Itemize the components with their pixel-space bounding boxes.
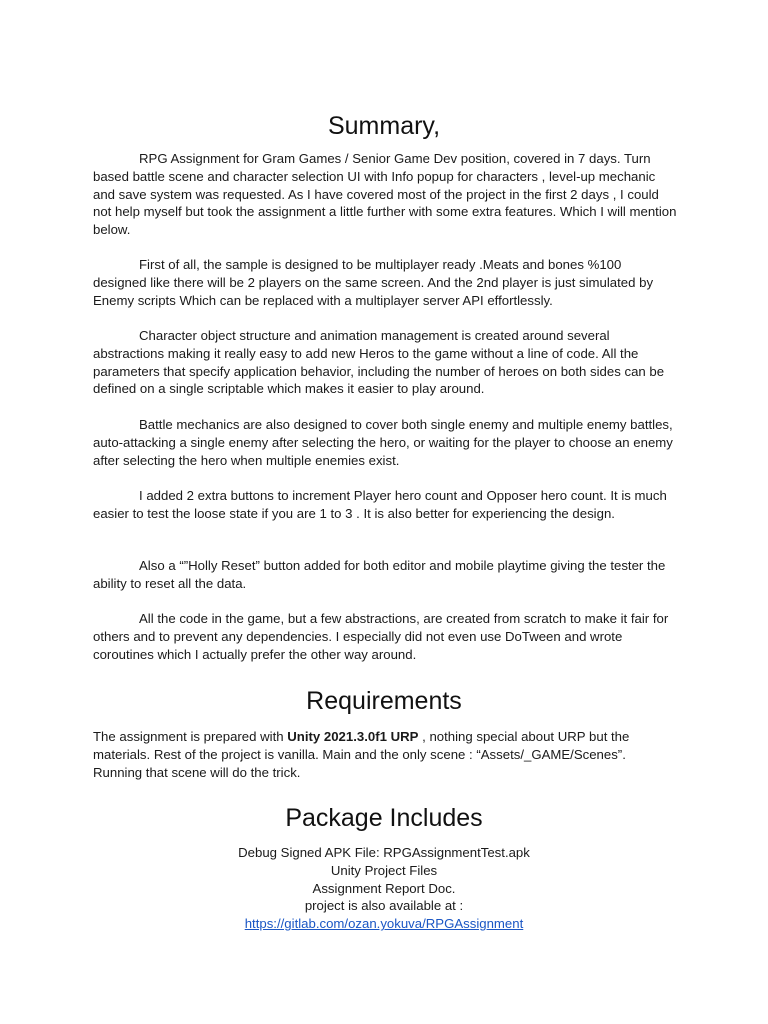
summary-paragraph-intro: RPG Assignment for Gram Games / Senior Game Dev position, covered in 7 days. Turn based battle scene and character selection UI with Info popup for characters , level-up mechanic and save system was requested. As I have covered most of the project in the first 2 days , I could not help myself but took the assignment a little further with some extra features. Which I will mention below. [93, 151, 677, 238]
summary-paragraph-reset: Also a “”Holly Reset” button added for both editor and mobile playtime giving the tester the ability to reset all the data. [93, 558, 666, 591]
package-heading: Package Includes [285, 804, 483, 832]
summary-paragraph-architecture: Character object structure and animation management is created around several abstractions making it really easy to add new Heros to the game without a line of code. All the parameters that specify application behavior, including the number of heroes on both sides can be defined on a single scriptable which makes it easier to play around. [93, 328, 665, 397]
requirements-prefix: The assignment is prepared with [93, 729, 288, 744]
requirements-suffix: , nothing special about URP but the materials. Rest of the project is vanilla. Main and the only scene : “Assets/_GAME/Scenes”. Running that scene will do the trick. [93, 729, 630, 780]
unity-version: Unity 2021.3.0f1 URP [287, 729, 419, 744]
summary-heading: Summary, [327, 112, 441, 140]
summary-paragraph-code: All the code in the game, but a few abstractions, are created from scratch to make it fair for others and to prevent any dependencies. I especially did not even use DoTween and wrote coroutines which I actually prefer the other way around. [93, 611, 669, 662]
summary-paragraph-battle: Battle mechanics are also designed to cover both single enemy and multiple enemy battles, auto-attacking a single enemy after selecting the hero, or waiting for the player to choose an enemy after selecting the hero when multiple enemies exist. [93, 417, 673, 468]
requirements-paragraph [93, 728, 677, 781]
package-item: project is also available at : [304, 898, 464, 914]
summary-paragraph-multiplayer: First of all, the sample is designed to be multiplayer ready .Meats and bones %100 designed like there will be 2 players on the same screen. And the 2nd player is just simulated by Enemy scripts Which can be replaced with a multiplayer server API effortlessly. [93, 257, 654, 308]
package-item: Unity Project Files [330, 862, 438, 878]
gitlab-link[interactable]: https://gitlab.com/ozan.yokuva/RPGAssignment [244, 916, 524, 932]
package-list [0, 844, 768, 933]
package-item: Assignment Report Doc. [312, 880, 456, 896]
package-item: Debug Signed APK File: RPGAssignmentTest.apk [238, 845, 530, 860]
requirements-heading: Requirements [306, 687, 462, 715]
summary-paragraph-extra-buttons: I added 2 extra buttons to increment Player hero count and Opposer hero count. It is much easier to test the loose state if you are 1 to 3 . It is also better for experiencing the design. [93, 488, 667, 521]
